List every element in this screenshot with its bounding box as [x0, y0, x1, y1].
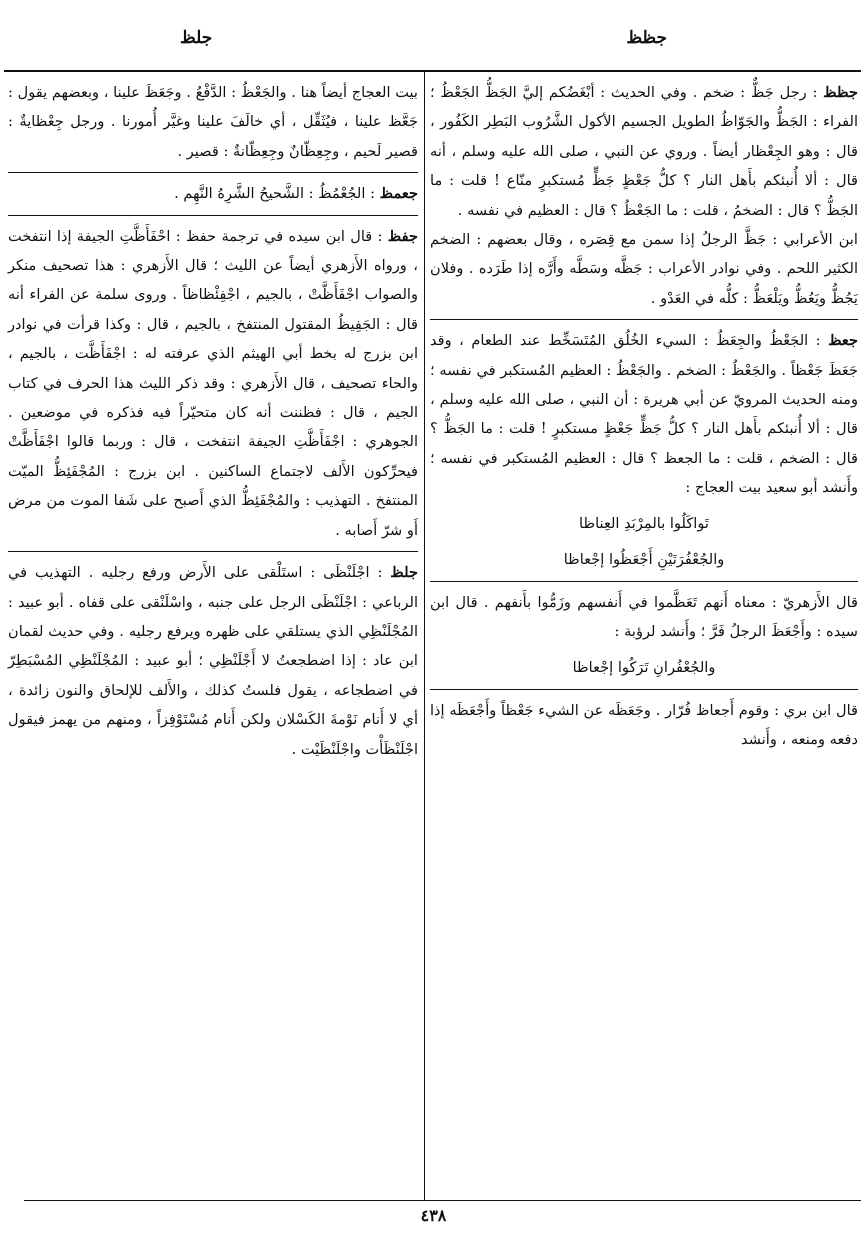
- right-column: [430, 78, 858, 754]
- footer-rule: [24, 1200, 861, 1201]
- page-number: ٤٣٨: [420, 1206, 447, 1225]
- entry-text: : الجُعْمُظُ : الشَّحيحُ الشَّرِهُ النَّهِم .: [174, 185, 375, 203]
- running-head-left: جلظ: [180, 28, 213, 48]
- entry-text: : اجْلَنْظَى : استَلْقى على الأَرض ورفع رجليه . التهذيب في الرباعي : اجْلَنْظَى الرجل على جنبه ، واسْلَنْقى على قفاه . أبو عبيد : المُجْلَنْظِي الذي يستلقي على ظهره ويرفع رجليه . وفي حديث لقمان ابن عاد : إذا اضطجعتُ لا أَجْلَنْظِي ؛ أبو عبيد : المُجْلَنْظِي المُسْبَطِرّ في اضطجاعه ، يقول فلستُ كذلك ، والأَلف للإلحاق والنون زائدة ، أي لا أَنام نَوْمةَ الكَسْلان ولكن أَنام مُسْتَوْفِزاً ، ومنهم من يهمز فيقول اجْلَنْظَأْت واجْلَنْظَيْت .: [8, 564, 418, 758]
- entry-paragraph: ابن الأعرابي : جَظَّ الرجلُ إذا سمن مع قِصَره ، وقال بعضهم : الضخم الكثير اللحم . وفي نوادر الأعراب : جَظَّه وسَطَّه وأَرَّه إذا طَرَده . وفلان يَجُظُّ ويَعُظُّ ويَلْعَظُّ : كلُّه في العَدْو .: [430, 231, 858, 307]
- entry-text: : الجَعْظُ والجِعَظُ : السيء الخُلُق المُتَسَخِّط عند الطعام ، وقد جَعَظَ جَعْظاً . والجَعْظُ : الضخم . والجَعْظُ : العظيم المُستكبر في نفسه ؛ ومنه الحديث المرويّ عن أبي هريرة : أن النبي ، صلى الله عليه وسلم ، قال : ألا أُنبئكم بأَهل النار ؟ كلُّ جَظٍّ جَعْظٍ مستكبرٍ ! قلت : ما الجَظُّ ؟ قال : الضخم ، قلت : ما الجعظ ؟ قال : العظيم المُستكبر في نفسه ؛ وأَنشد أبو سعيد بيت العجاج :: [430, 332, 858, 497]
- verse-line: والجُعْفُرَتَيْنِ أَجْعَظُوا إجْعاظا: [563, 550, 725, 568]
- verse-line: والجُعْفُرانِ تَرَكُوا إجْعاظا: [572, 658, 716, 676]
- headword: جعظ: [828, 332, 858, 350]
- headword: جفظ: [387, 227, 418, 245]
- entry-text: : قال ابن سيده في ترجمة حفظ : احْفَأَظَّتِ الجيفة إذا انتفخت ، ورواه الأَزهري أيضاً عن الليث ؛ قال الأَزهري : هذا تصحيف منكر والصواب اجْفَأَظَّتْ ، بالجيم ، اجْفِئْظاظاً . وروى سلمة عن الفراء أنه قال : الجَفِيظُ المقتول المنتفخ ، بالجيم ، قال : وكذا قرأت في نوادر ابن بزرج له بخط أبي الهيثم الذي عرفته له : اجْفَأَظَّت ، بالجيم ، والحاء تصحيف ، قال الأَزهري : وقد ذكر الليث هذا الحرف في كتاب الجيم ، قال : فظننت أنه كان متحيّراً فيه فذكره في موضعين . الجوهري : اجْفَأَظَّتِ الجيفة انتفخت ، قال : وربما قالوا اجْفَأَظَّتْ فيحرِّكون الأَلف لاجتماع الساكنين . ابن بزرج : المُجْفَئِظُّ الميّت المنتفخ . التهذيب : والمُجْفَئِظُّ الذي أَصبح على شَفا الموت من مرض أَو شرّ أَصابه .: [8, 227, 418, 539]
- headword: جلظ: [390, 564, 419, 582]
- column-divider: [424, 72, 425, 1200]
- entry-paragraph: قال الأَزهريّ : معناه أَنهم تَعَظَّموا في أَنفسهم وزَمُّوا بأَنفهم . قال ابن سيده : وأَجْعَظَ الرجلُ فَرَّ ؛ وأَنشد لرؤبة :: [430, 593, 858, 641]
- entry-separator: [8, 172, 418, 173]
- entry-separator: [430, 581, 858, 582]
- entry-jafaz: [8, 222, 418, 545]
- entry-jazz: [430, 78, 858, 225]
- headword: جعمظ: [379, 185, 418, 203]
- left-column: [8, 78, 418, 764]
- entry-separator: [430, 319, 858, 320]
- entry-separator: [8, 551, 418, 552]
- header-rule: [4, 70, 861, 72]
- entry-text: : رجل جَظٌّ : ضخم . وفي الحديث : أبْغَضُكم إليَّ الجَظُّ الجَعْظُ ؛ الفراء : الجَظُّ والجَوّاظُ الطويل الجسيم الأكول الشَّرُوب البَطِر الكَفُور ، قال : وهو الجِعْظار أيضاً . وروي عن النبي ، صلى الله عليه وسلم ، أنه قال : ألا أُنبئكم بأَهل النار ؟ كلُّ جَعْظٍ جَظٍّ مُستكبرٍ منّاع ! قلت : ما الجَظُّ ؟ قال : الضخمُ ، قلت : ما الجَعْظُ ؟ قال : العظيم في نفسه .: [430, 84, 858, 219]
- entry-paragraph: قال ابن بري : وقوم أَجعاظ فُرّار . وجَعَظَه عن الشيء جَعْظاً وأَجْعَظَه إذا دفعه ومنعه ، وأَنشد: [430, 701, 858, 748]
- entry-separator: [8, 215, 418, 216]
- verse-line: تَواكَلُوا بالمِرْبَدِ العِناظا: [579, 514, 709, 532]
- headword: جظظ: [823, 84, 859, 101]
- entry-paragraph: بيت العجاج أيضاً هنا . والجَعْظُ : الدَّفْعُ . وجَعَظَ علينا ، وبعضهم يقول : جَعَّظ علينا ، فيُثَقِّل ، أي خالَفَ علينا وغيَّر أُمورنا . ورجل جِعْظايةٌ : قصير لَحيم ، وجِعِظّانٌ وجِعِظّانةٌ : قصير .: [8, 84, 418, 160]
- entry-jaaz: [430, 326, 858, 502]
- running-head-right: جظظ: [626, 28, 667, 48]
- entry-jalanza: [8, 558, 418, 764]
- entry-jamaz: [8, 179, 418, 208]
- entry-separator: [430, 689, 858, 690]
